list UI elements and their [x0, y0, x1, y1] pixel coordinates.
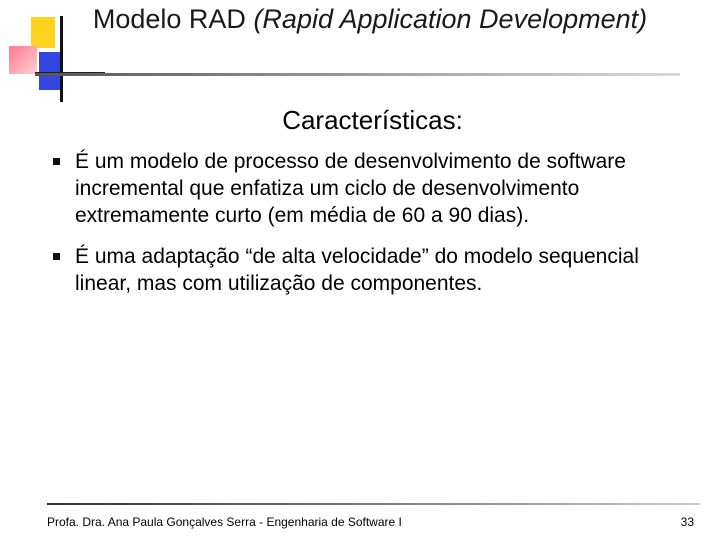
ornament-red-square: [9, 46, 37, 74]
square-bullet-icon: [53, 253, 60, 260]
bullet-item: [47, 148, 697, 229]
bullet-text: É uma adaptação “de alta velocidade” do modelo sequencial linear, mas com utilização de componentes.: [75, 245, 639, 295]
square-bullet-icon: [53, 158, 60, 165]
ornament-vertical-line: [60, 16, 63, 102]
bullet-list: [47, 148, 697, 311]
ornament-yellow-square: [31, 17, 55, 48]
slide-title: [70, 2, 670, 37]
slide-title-italic: (Rapid Application Development): [253, 4, 648, 34]
page-number: 33: [680, 515, 694, 529]
bullet-item: [47, 243, 697, 297]
footer-divider: [47, 503, 700, 505]
slide-subtitle: Características:: [282, 105, 463, 135]
title-divider: [35, 73, 680, 76]
bullet-text: É um modelo de processo de desenvolvimento de software incremental que enfatiza um ciclo de desenvolvimento extremamente curto (em média de 60 a 90 dias).: [75, 150, 626, 227]
footer-text: Profa. Dra. Ana Paula Gonçalves Serra - Engenharia de Software I: [47, 515, 402, 529]
slide-title-regular: Modelo RAD: [92, 4, 254, 34]
